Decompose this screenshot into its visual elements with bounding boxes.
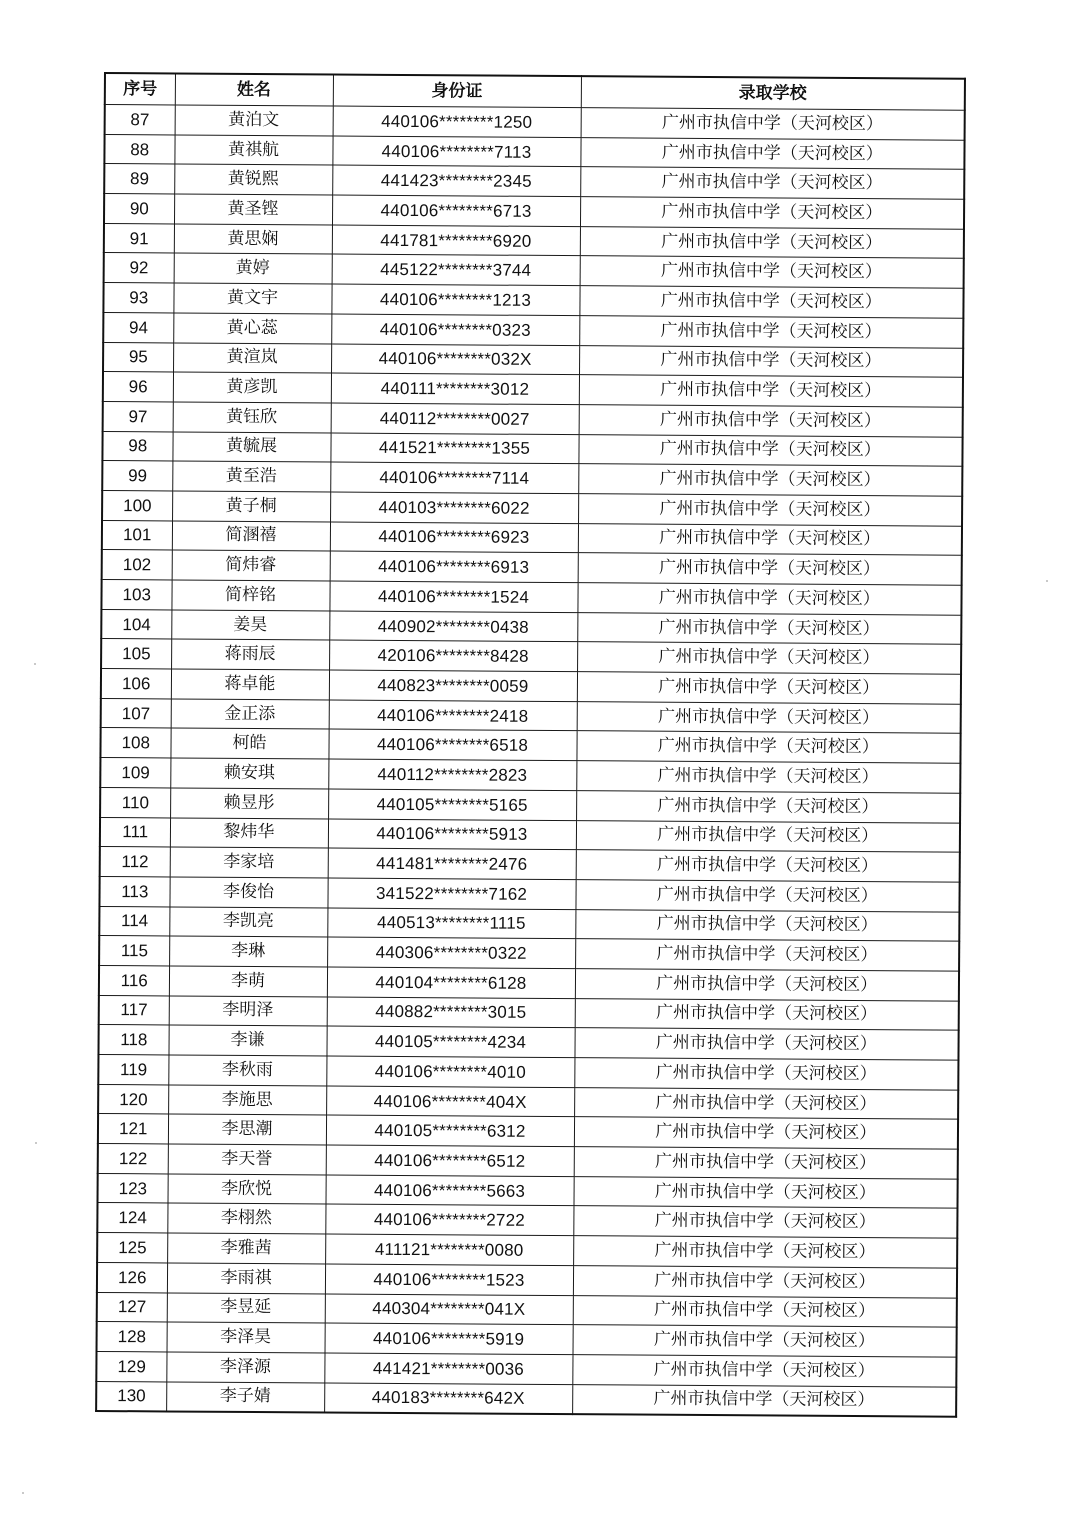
cell-name: 黄婷 bbox=[174, 253, 332, 284]
cell-name: 柯皓 bbox=[170, 728, 328, 759]
cell-school: 广州市执信中学（天河校区） bbox=[576, 761, 960, 793]
cell-school: 广州市执信中学（天河校区） bbox=[574, 1028, 958, 1060]
cell-name: 李琳 bbox=[169, 936, 327, 967]
cell-school: 广州市执信中学（天河校区） bbox=[575, 880, 959, 912]
cell-id-number: 440106********5663 bbox=[325, 1175, 573, 1206]
cell-name: 李萌 bbox=[169, 966, 327, 997]
cell-id-number: 445122********3744 bbox=[332, 254, 580, 285]
cell-seq: 126 bbox=[97, 1262, 167, 1292]
cell-id-number: 440106********6512 bbox=[326, 1145, 574, 1176]
cell-id-number: 440106********1523 bbox=[325, 1264, 573, 1295]
cell-id-number: 440882********3015 bbox=[327, 997, 575, 1028]
cell-seq: 123 bbox=[97, 1173, 167, 1203]
cell-name: 李施思 bbox=[168, 1085, 326, 1116]
cell-id-number: 440823********0059 bbox=[329, 670, 577, 701]
scan-speck bbox=[34, 663, 36, 665]
cell-seq: 121 bbox=[98, 1114, 168, 1144]
cell-school: 广州市执信中学（天河校区） bbox=[578, 523, 962, 555]
cell-id-number: 441521********1355 bbox=[330, 433, 578, 464]
cell-name: 李欣悦 bbox=[167, 1174, 325, 1205]
cell-name: 黄子桐 bbox=[172, 491, 330, 522]
header-school: 录取学校 bbox=[581, 76, 965, 110]
cell-school: 广州市执信中学（天河校区） bbox=[579, 286, 963, 318]
scan-speck bbox=[35, 1142, 37, 1144]
cell-name: 黄毓展 bbox=[172, 432, 330, 463]
cell-seq: 111 bbox=[100, 817, 170, 847]
cell-name: 姜昊 bbox=[171, 610, 329, 641]
cell-seq: 104 bbox=[101, 609, 171, 639]
cell-school: 广州市执信中学（天河校区） bbox=[573, 1295, 957, 1327]
cell-name: 简溷禧 bbox=[172, 521, 330, 552]
cell-school: 广州市执信中学（天河校区） bbox=[579, 345, 963, 377]
cell-school: 广州市执信中学（天河校区） bbox=[580, 167, 964, 199]
cell-school: 广州市执信中学（天河校区） bbox=[573, 1265, 957, 1297]
cell-id-number: 440902********0438 bbox=[329, 611, 577, 642]
cell-school: 广州市执信中学（天河校区） bbox=[577, 701, 961, 733]
cell-seq: 124 bbox=[97, 1203, 167, 1233]
header-id: 身份证 bbox=[333, 75, 581, 108]
cell-seq: 89 bbox=[104, 164, 174, 194]
cell-id-number: 440304********041X bbox=[325, 1293, 573, 1324]
cell-seq: 107 bbox=[101, 698, 171, 728]
cell-id-number: 440104********6128 bbox=[327, 967, 575, 998]
cell-seq: 102 bbox=[102, 550, 172, 580]
cell-school: 广州市执信中学（天河校区） bbox=[574, 1087, 958, 1119]
cell-school: 广州市执信中学（天河校区） bbox=[575, 939, 959, 971]
cell-school: 广州市执信中学（天河校区） bbox=[579, 405, 963, 437]
cell-id-number: 440105********4234 bbox=[326, 1026, 574, 1057]
cell-name: 蒋雨辰 bbox=[171, 639, 329, 670]
cell-name: 黄思娴 bbox=[174, 224, 332, 255]
cell-seq: 112 bbox=[100, 847, 170, 877]
cell-seq: 127 bbox=[97, 1292, 167, 1322]
cell-id-number: 441423********2345 bbox=[332, 165, 580, 196]
cell-name: 李家培 bbox=[170, 847, 328, 878]
cell-name: 李昱延 bbox=[167, 1292, 325, 1323]
cell-seq: 128 bbox=[97, 1322, 167, 1352]
cell-name: 金正添 bbox=[171, 699, 329, 730]
cell-seq: 92 bbox=[104, 253, 174, 283]
cell-seq: 122 bbox=[98, 1144, 168, 1174]
header-name: 姓名 bbox=[175, 73, 333, 106]
cell-name: 黄钰欣 bbox=[173, 402, 331, 433]
cell-name: 李思潮 bbox=[168, 1114, 326, 1145]
cell-school: 广州市执信中学（天河校区） bbox=[572, 1384, 956, 1417]
cell-name: 李泽源 bbox=[166, 1352, 324, 1383]
cell-name: 黄泊文 bbox=[175, 105, 333, 136]
cell-id-number: 440106********1250 bbox=[333, 106, 581, 137]
cell-seq: 93 bbox=[103, 283, 173, 313]
cell-seq: 87 bbox=[105, 105, 175, 135]
cell-school: 广州市执信中学（天河校区） bbox=[573, 1325, 957, 1357]
cell-name: 李秋雨 bbox=[168, 1055, 326, 1086]
cell-name: 黄心蕊 bbox=[173, 313, 331, 344]
cell-seq: 118 bbox=[98, 1025, 168, 1055]
cell-school: 广州市执信中学（天河校区） bbox=[580, 197, 964, 229]
cell-seq: 116 bbox=[99, 965, 169, 995]
cell-name: 简炜睿 bbox=[172, 550, 330, 581]
cell-id-number: 440106********7113 bbox=[332, 136, 580, 167]
cell-seq: 108 bbox=[100, 728, 170, 758]
cell-name: 李雨祺 bbox=[167, 1263, 325, 1294]
cell-name: 黄彦凯 bbox=[173, 372, 331, 403]
cell-id-number: 440106********032X bbox=[331, 344, 579, 375]
cell-name: 黄圣铿 bbox=[174, 194, 332, 225]
cell-name: 简梓铭 bbox=[171, 580, 329, 611]
cell-id-number: 440106********2722 bbox=[325, 1204, 573, 1235]
scan-speck bbox=[22, 1492, 24, 1494]
cell-seq: 125 bbox=[97, 1233, 167, 1263]
cell-seq: 101 bbox=[102, 520, 172, 550]
cell-name: 黄锐熙 bbox=[174, 164, 332, 195]
cell-school: 广州市执信中学（天河校区） bbox=[580, 256, 964, 288]
cell-seq: 95 bbox=[103, 342, 173, 372]
cell-id-number: 341522********7162 bbox=[327, 878, 575, 909]
cell-id-number: 440106********1213 bbox=[331, 284, 579, 315]
cell-seq: 114 bbox=[99, 906, 169, 936]
cell-id-number: 440106********4010 bbox=[326, 1056, 574, 1087]
cell-seq: 115 bbox=[99, 936, 169, 966]
cell-seq: 99 bbox=[102, 461, 172, 491]
cell-seq: 119 bbox=[98, 1054, 168, 1084]
cell-id-number: 440105********6312 bbox=[326, 1115, 574, 1146]
cell-id-number: 441481********2476 bbox=[328, 848, 576, 879]
cell-name: 赖昱彤 bbox=[170, 788, 328, 819]
cell-name: 黄祺航 bbox=[174, 135, 332, 166]
cell-seq: 91 bbox=[104, 223, 174, 253]
cell-id-number: 440106********7114 bbox=[330, 462, 578, 493]
cell-seq: 113 bbox=[99, 876, 169, 906]
cell-school: 广州市执信中学（天河校区） bbox=[578, 553, 962, 585]
cell-seq: 110 bbox=[100, 787, 170, 817]
cell-name: 黄渲岚 bbox=[173, 342, 331, 373]
cell-name: 李雅茜 bbox=[167, 1233, 325, 1264]
cell-id-number: 440513********1115 bbox=[327, 908, 575, 939]
cell-seq: 103 bbox=[101, 579, 171, 609]
admission-table bbox=[95, 72, 966, 1418]
cell-name: 李谦 bbox=[168, 1025, 326, 1056]
cell-school: 广州市执信中学（天河校区） bbox=[572, 1355, 956, 1387]
cell-school: 广州市执信中学（天河校区） bbox=[576, 731, 960, 763]
cell-id-number: 440103********6022 bbox=[330, 492, 578, 523]
cell-id-number: 440112********2823 bbox=[328, 759, 576, 790]
scan-speck bbox=[1046, 580, 1048, 582]
cell-seq: 98 bbox=[102, 431, 172, 461]
cell-seq: 106 bbox=[101, 669, 171, 699]
table-row bbox=[96, 1381, 956, 1417]
cell-id-number: 440112********0027 bbox=[331, 403, 579, 434]
cell-name: 黄文宇 bbox=[173, 283, 331, 314]
cell-name: 李泽昊 bbox=[167, 1322, 325, 1353]
cell-seq: 129 bbox=[96, 1351, 166, 1381]
cell-school: 广州市执信中学（天河校区） bbox=[579, 315, 963, 347]
cell-seq: 90 bbox=[104, 194, 174, 224]
cell-school: 广州市执信中学（天河校区） bbox=[577, 612, 961, 644]
cell-name: 李栩然 bbox=[167, 1203, 325, 1234]
cell-id-number: 411121********0080 bbox=[325, 1234, 573, 1265]
cell-id-number: 420106********8428 bbox=[329, 640, 577, 671]
cell-seq: 130 bbox=[96, 1381, 166, 1412]
cell-school: 广州市执信中学（天河校区） bbox=[579, 375, 963, 407]
cell-name: 黎炜华 bbox=[170, 817, 328, 848]
cell-school: 广州市执信中学（天河校区） bbox=[575, 998, 959, 1030]
cell-school: 广州市执信中学（天河校区） bbox=[576, 850, 960, 882]
cell-seq: 105 bbox=[101, 639, 171, 669]
cell-school: 广州市执信中学（天河校区） bbox=[574, 1147, 958, 1179]
cell-id-number: 440106********6518 bbox=[328, 729, 576, 760]
cell-school: 广州市执信中学（天河校区） bbox=[577, 642, 961, 674]
cell-id-number: 440111********3012 bbox=[331, 373, 579, 404]
cell-school: 广州市执信中学（天河校区） bbox=[577, 672, 961, 704]
cell-id-number: 440306********0322 bbox=[327, 937, 575, 968]
cell-name: 李天誉 bbox=[168, 1144, 326, 1175]
cell-seq: 109 bbox=[100, 758, 170, 788]
cell-school: 广州市执信中学（天河校区） bbox=[576, 820, 960, 852]
cell-name: 李俊怡 bbox=[169, 877, 327, 908]
cell-id-number: 440106********6713 bbox=[332, 195, 580, 226]
cell-id-number: 440106********6913 bbox=[330, 551, 578, 582]
cell-id-number: 441421********0036 bbox=[324, 1353, 572, 1384]
cell-seq: 120 bbox=[98, 1084, 168, 1114]
cell-seq: 94 bbox=[103, 312, 173, 342]
cell-id-number: 440106********5913 bbox=[328, 819, 576, 850]
cell-id-number: 440105********5165 bbox=[328, 789, 576, 820]
cell-seq: 100 bbox=[102, 490, 172, 520]
cell-name: 蒋卓能 bbox=[171, 669, 329, 700]
cell-id-number: 440183********642X bbox=[324, 1383, 572, 1415]
cell-name: 赖安琪 bbox=[170, 758, 328, 789]
cell-seq: 97 bbox=[103, 401, 173, 431]
cell-school: 广州市执信中学（天河校区） bbox=[581, 108, 965, 140]
cell-name: 黄至浩 bbox=[172, 461, 330, 492]
cell-school: 广州市执信中学（天河校区） bbox=[573, 1176, 957, 1208]
cell-id-number: 440106********5919 bbox=[325, 1323, 573, 1354]
cell-school: 广州市执信中学（天河校区） bbox=[578, 494, 962, 526]
cell-school: 广州市执信中学（天河校区） bbox=[578, 464, 962, 496]
cell-school: 广州市执信中学（天河校区） bbox=[580, 137, 964, 169]
cell-school: 广州市执信中学（天河校区） bbox=[573, 1206, 957, 1238]
cell-seq: 117 bbox=[99, 995, 169, 1025]
cell-school: 广州市执信中学（天河校区） bbox=[573, 1236, 957, 1268]
table-body bbox=[96, 105, 965, 1417]
cell-id-number: 440106********1524 bbox=[329, 581, 577, 612]
cell-school: 广州市执信中学（天河校区） bbox=[580, 226, 964, 258]
cell-school: 广州市执信中学（天河校区） bbox=[574, 1058, 958, 1090]
cell-name: 李子婧 bbox=[166, 1382, 324, 1413]
cell-school: 广州市执信中学（天河校区） bbox=[577, 583, 961, 615]
cell-name: 李凯亮 bbox=[169, 907, 327, 938]
cell-seq: 88 bbox=[104, 134, 174, 164]
cell-id-number: 441781********6920 bbox=[332, 225, 580, 256]
cell-id-number: 440106********6923 bbox=[330, 522, 578, 553]
header-seq: 序号 bbox=[105, 73, 175, 105]
cell-school: 广州市执信中学（天河校区） bbox=[578, 434, 962, 466]
cell-id-number: 440106********0323 bbox=[331, 314, 579, 345]
cell-school: 广州市执信中学（天河校区） bbox=[575, 909, 959, 941]
cell-school: 广州市执信中学（天河校区） bbox=[575, 969, 959, 1001]
cell-name: 李明泽 bbox=[169, 996, 327, 1027]
cell-seq: 96 bbox=[103, 372, 173, 402]
cell-id-number: 440106********2418 bbox=[329, 700, 577, 731]
cell-school: 广州市执信中学（天河校区） bbox=[574, 1117, 958, 1149]
cell-school: 广州市执信中学（天河校区） bbox=[576, 790, 960, 822]
cell-id-number: 440106********404X bbox=[326, 1086, 574, 1117]
